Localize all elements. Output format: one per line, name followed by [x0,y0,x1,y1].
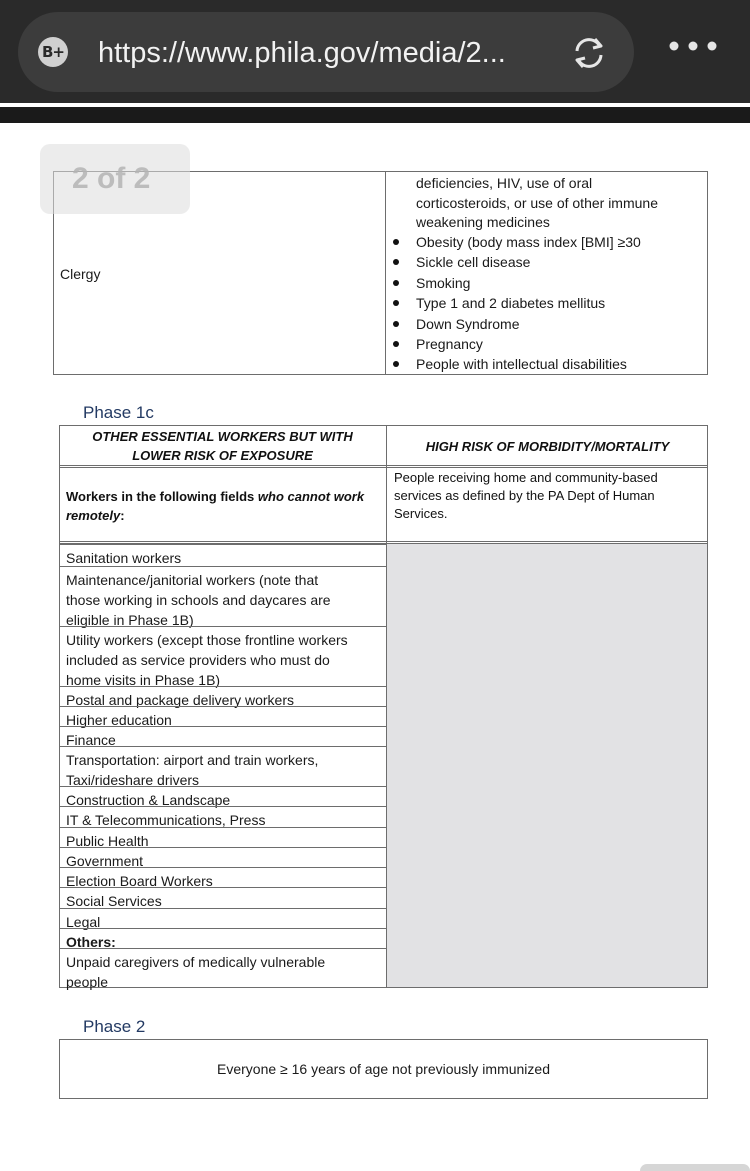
phase-2-text: Everyone ≥ 16 years of age not previously immunized [217,1061,550,1077]
worker-row [60,566,386,626]
left-column-header [59,427,386,465]
bullet-icon [393,361,399,367]
column-divider [386,425,387,988]
more-options-icon[interactable] [668,40,718,52]
bullet-icon [393,239,399,245]
header-rule [59,465,708,468]
bullet-icon [393,321,399,327]
intro-cell [66,487,382,525]
worker-row [60,686,386,706]
worker-row [60,928,386,948]
condition-item: People with intellectual disabilities [416,356,627,372]
bullet-icon [393,259,399,265]
worker-row [60,726,386,746]
worker-text: Public Health [66,833,149,849]
worker-text [60,747,386,790]
address-bar[interactable] [18,12,634,92]
worker-text-line: Transportation: airport and train workers, [66,752,319,768]
worker-text-line: Unpaid caregivers of medically vulnerable [66,954,326,970]
worker-text [60,567,386,630]
condition-item: Type 1 and 2 diabetes mellitus [416,295,606,311]
description-line: services as defined by the PA Dept of Human [394,488,655,503]
worker-text: Legal [66,914,101,930]
continued-line: corticosteroids, or use of other immune [416,195,658,211]
worker-text-line: eligible in Phase 1B) [66,612,194,628]
url-text[interactable]: https://www.phila.gov/media/2... [98,37,506,69]
empty-cell [387,543,707,987]
worker-text: Government [66,853,144,869]
intro-colon: : [120,508,125,523]
worker-text: IT & Telecommunications, Press [66,812,266,828]
intro-text: Workers in the following fields [66,489,258,504]
page-indicator [40,144,190,214]
worker-row [60,948,386,988]
bottom-corner-shadow [640,1164,750,1171]
worker-text: Sanitation workers [66,550,182,566]
worker-text-line: Utility workers (except those frontline workers [66,632,348,648]
worker-row [60,626,386,686]
description-line: People receiving home and community-based [394,470,658,485]
worker-row [60,746,386,786]
intro-emphasis: remotely [66,508,121,523]
worker-text-line: home visits in Phase 1B) [66,672,221,688]
worker-text: Postal and package delivery workers [66,692,295,708]
clergy-label: Clergy [60,266,101,282]
worker-row [60,786,386,806]
toolbar-bottom-bar [0,107,750,123]
worker-text [60,627,386,690]
worker-text-line: those working in schools and daycares are [66,592,331,608]
page-indicator-text: 2 of 2 [72,162,151,195]
worker-text: Higher education [66,712,172,728]
continued-line: weakening medicines [416,214,550,230]
top-table-divider [385,171,386,375]
worker-row [60,806,386,827]
browser-toolbar [0,0,750,103]
browser-badge-icon[interactable]: B+ [38,37,68,67]
condition-item: Down Syndrome [416,316,520,332]
right-description [394,469,704,523]
condition-item: Obesity (body mass index [BMI] ≥30 [416,234,641,250]
worker-text-line: people [66,974,109,990]
worker-text-line: included as service providers who must do [66,652,330,668]
right-column-header: HIGH RISK OF MORBIDITY/MORTALITY [425,439,670,454]
continued-line: deficiencies, HIV, use of oral [416,175,593,191]
worker-text: Social Services [66,893,162,909]
worker-row [60,867,386,887]
worker-row [60,847,386,867]
intro-emphasis: who cannot work [257,489,365,504]
worker-row [60,544,386,566]
worker-text-line: Taxi/rideshare drivers [66,772,200,788]
worker-row [60,827,386,847]
bullet-icon [393,280,399,286]
reload-icon[interactable] [570,34,608,72]
worker-text [60,949,386,992]
others-label: Others: [66,934,116,950]
left-header-line: LOWER RISK OF EXPOSURE [132,448,313,463]
worker-row [60,908,386,928]
description-line: Services. [394,506,448,521]
bullet-icon [393,341,399,347]
worker-text-line: Maintenance/janitorial workers (note that [66,572,319,588]
condition-item: Smoking [416,275,471,291]
left-header-line: OTHER ESSENTIAL WORKERS BUT WITH [92,429,353,444]
phase-2-heading: Phase 2 [83,1017,146,1036]
worker-row [60,887,386,908]
worker-text: Finance [66,732,116,748]
bullet-icon [393,300,399,306]
condition-item: Sickle cell disease [416,254,531,270]
worker-row [60,706,386,726]
phase-1c-heading: Phase 1c [83,403,154,422]
worker-text: Election Board Workers [66,873,213,889]
condition-item: Pregnancy [416,336,483,352]
worker-text: Construction & Landscape [66,792,231,808]
